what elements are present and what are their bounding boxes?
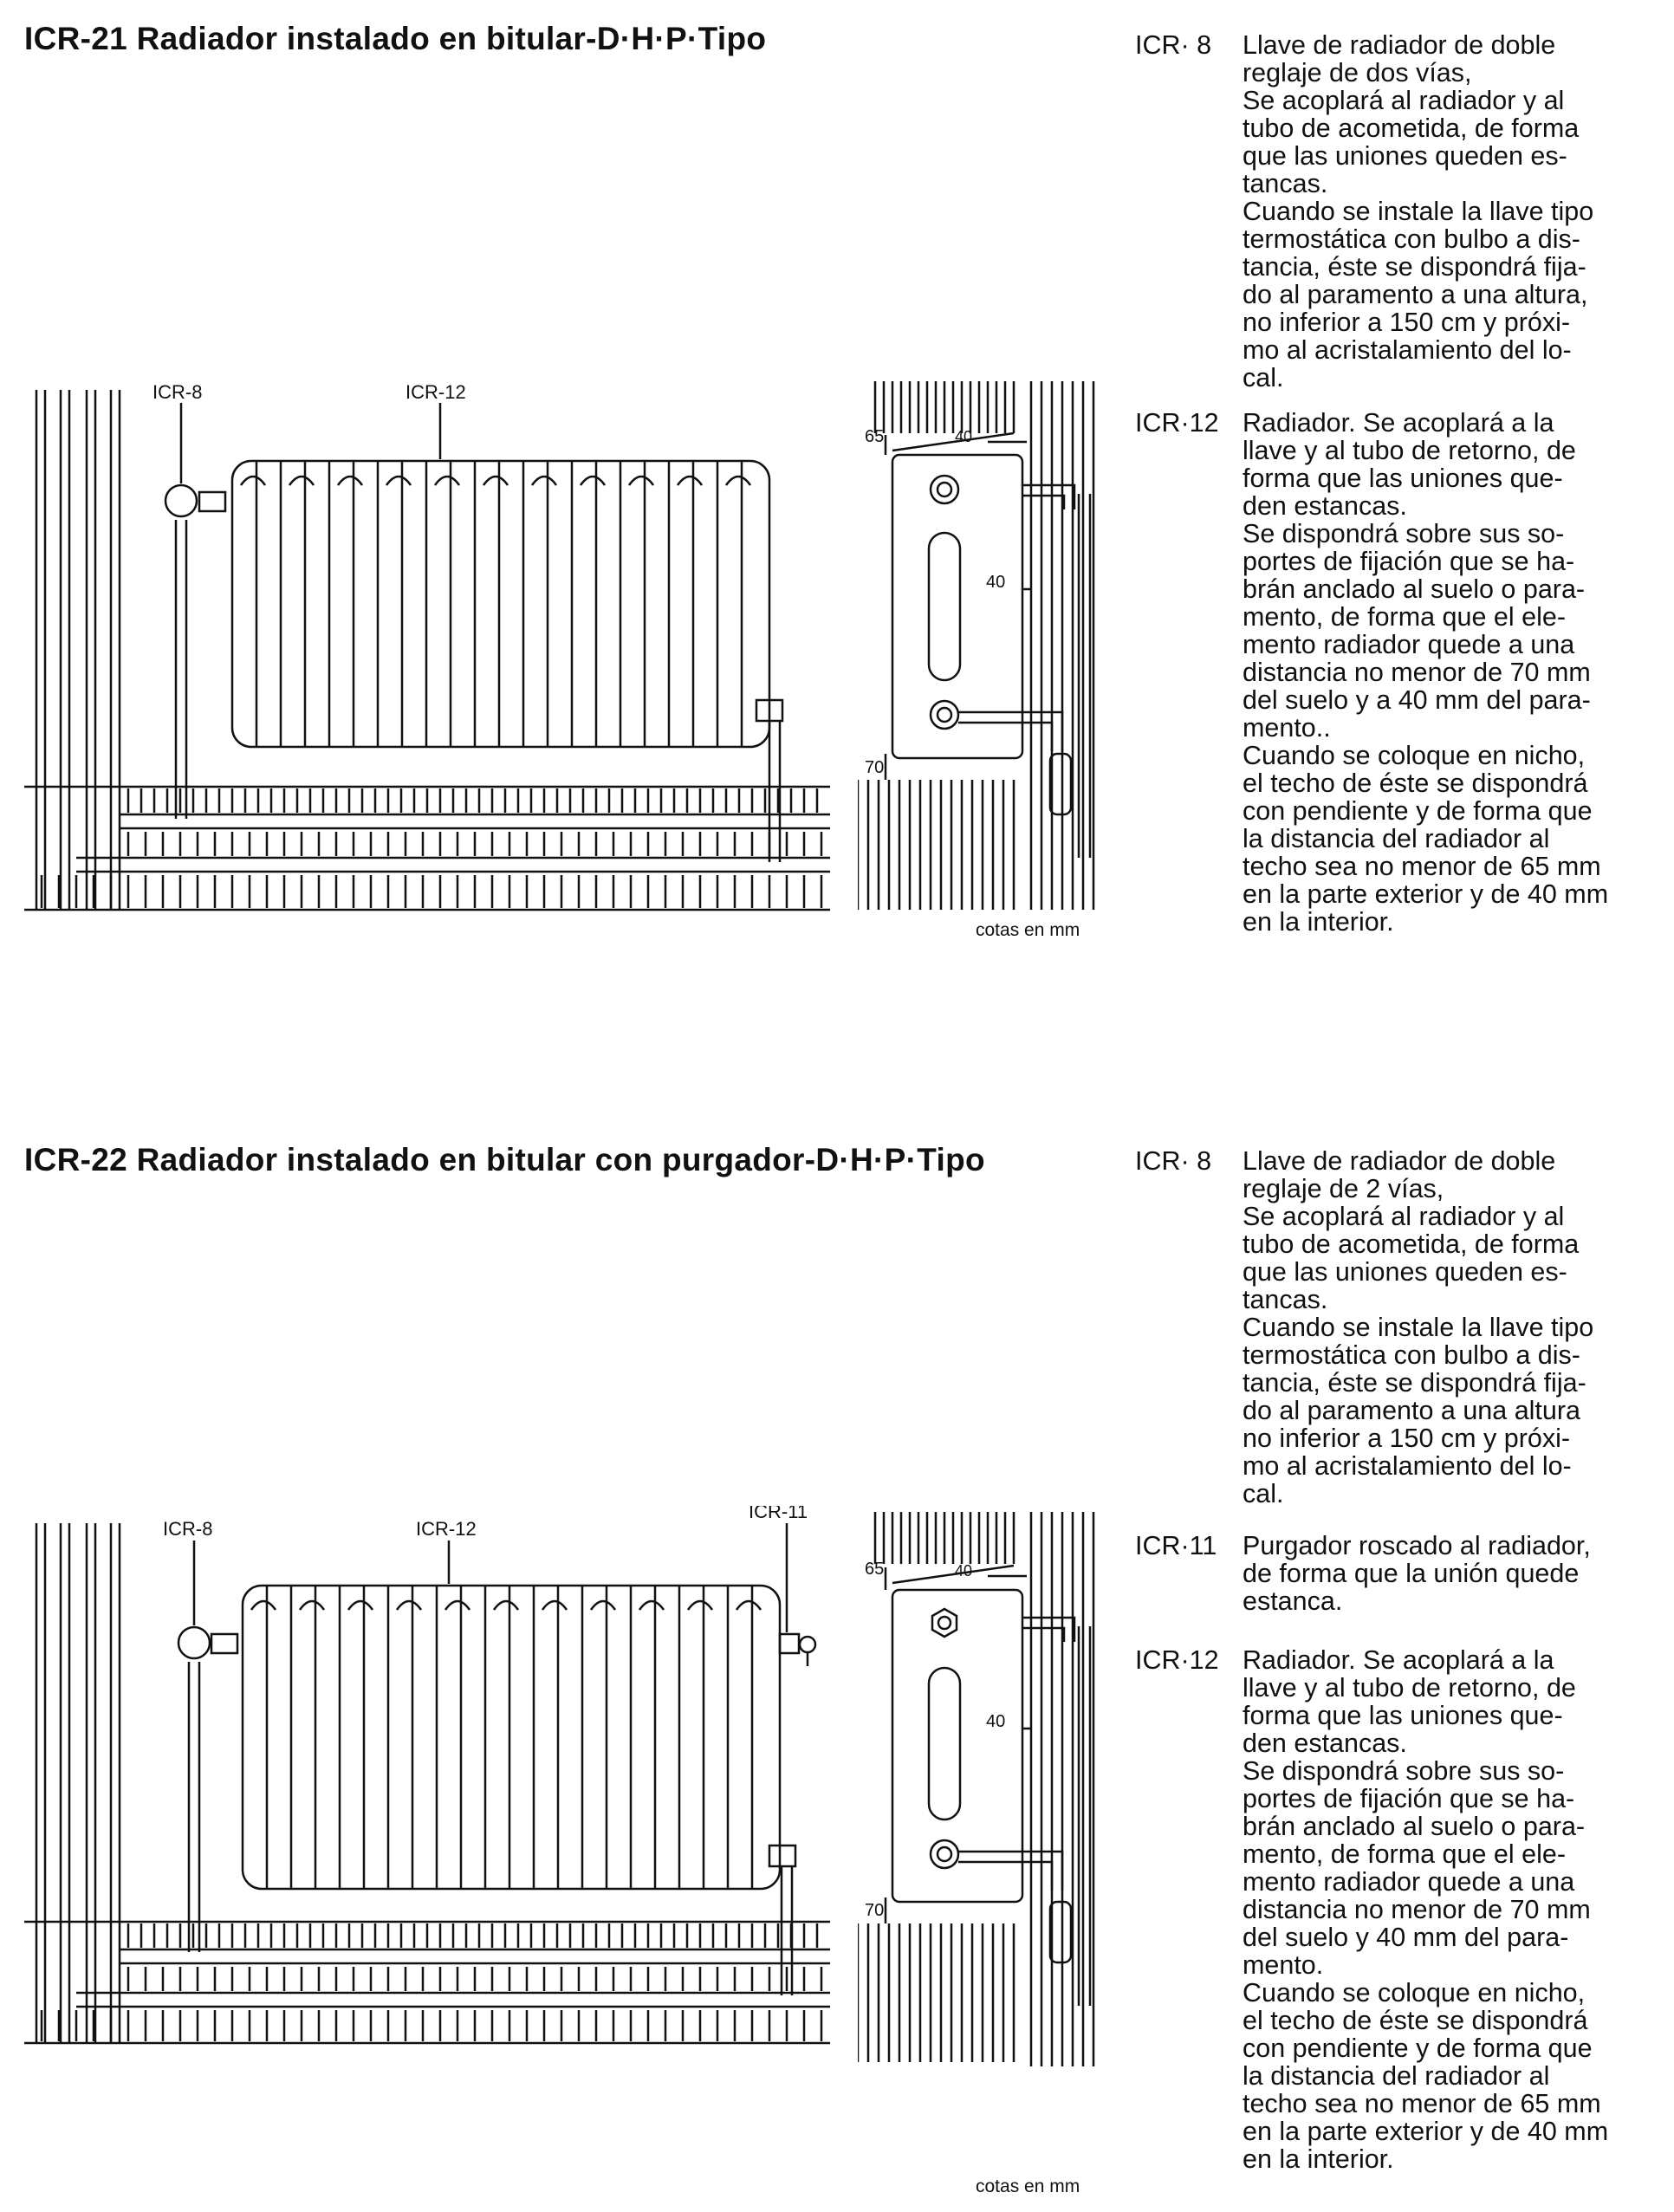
text-line: brán anclado al suelo o para- <box>1243 574 1586 605</box>
text-line: tancia, éste se dispondrá fija- <box>1243 1368 1586 1398</box>
text-line: Cuando se coloque en nicho, <box>1243 1978 1586 2008</box>
text-line: Llave de radiador de doble <box>1243 30 1556 60</box>
section-title-icr-21: ICR-21 Radiador instalado en bitular-D·H·P·Tipo <box>24 21 767 56</box>
text-line: portes de fijación que se ha- <box>1243 547 1575 577</box>
text-line: techo sea no menor de 65 mm <box>1243 2089 1601 2119</box>
text-line: tancas. <box>1243 1285 1328 1315</box>
label-icr-8: ICR-8 <box>163 1518 213 1540</box>
text-line: forma que las uniones que- <box>1243 464 1563 494</box>
dim-70: 70 <box>865 1901 885 1920</box>
entry-text <box>1243 409 1655 936</box>
dim-40-top: 40 <box>955 1562 973 1580</box>
dim-40-top: 40 <box>955 428 973 445</box>
dim-65: 65 <box>865 1560 885 1579</box>
text-line: reglaje de dos vías, <box>1243 58 1472 88</box>
entry-code: ICR·11 <box>1135 1531 1217 1560</box>
entry-code: ICR·12 <box>1135 408 1219 438</box>
dim-65: 65 <box>865 427 885 446</box>
text-line: mento, de forma que el ele- <box>1243 602 1566 632</box>
text-line: mento.. <box>1243 713 1331 743</box>
text-line: Se dispondrá sobre sus so- <box>1243 1756 1565 1787</box>
entry-code: ICR·12 <box>1135 1645 1219 1675</box>
entry-icr-8 <box>1135 31 1655 392</box>
text-line: del suelo y 40 mm del para- <box>1243 1923 1569 1953</box>
text-line: la distancia del radiador al <box>1243 2061 1550 2092</box>
text-line: con pendiente y de forma que <box>1243 2034 1593 2064</box>
text-line: del suelo y a 40 mm del para- <box>1243 685 1591 716</box>
text-line: en la interior. <box>1243 907 1394 937</box>
text-line: estanca. <box>1243 1586 1343 1617</box>
text-line: termostática con bulbo a dis- <box>1243 224 1580 255</box>
radiator-front-elevation-purgador <box>24 1506 839 2060</box>
text-line: no inferior a 150 cm y próxi- <box>1243 1424 1571 1454</box>
text-line: Cuando se coloque en nicho, <box>1243 741 1586 771</box>
text-line: techo sea no menor de 65 mm <box>1243 852 1601 882</box>
entry-icr-12 <box>1135 409 1655 936</box>
text-line: en la parte exterior y de 40 mm <box>1243 2117 1609 2147</box>
text-line: do al paramento a una altura, <box>1243 280 1588 310</box>
dim-70: 70 <box>865 758 885 777</box>
text-line: Se acoplará al radiador y al <box>1243 86 1565 116</box>
text-line: llave y al tubo de retorno, de <box>1243 436 1576 466</box>
entry-icr-11 <box>1135 1532 1655 1615</box>
entry-code: ICR· 8 <box>1135 30 1212 60</box>
text-line: termostática con bulbo a dis- <box>1243 1340 1580 1371</box>
text-line: reglaje de 2 vías, <box>1243 1174 1444 1204</box>
entry-icr-12 <box>1135 1646 1655 2173</box>
text-line: brán anclado al suelo o para- <box>1243 1812 1586 1842</box>
text-line: den estancas. <box>1243 1729 1407 1759</box>
text-line: portes de fijación que se ha- <box>1243 1784 1575 1814</box>
label-icr-8: ICR-8 <box>152 381 203 403</box>
text-line: mo al acristalamiento del lo- <box>1243 1451 1572 1482</box>
text-line: que las uniones queden es- <box>1243 1257 1567 1288</box>
section-title-icr-22: ICR-22 Radiador instalado en bitular con purgador-D·H·P·Tipo <box>24 1142 985 1177</box>
text-line: Llave de radiador de doble <box>1243 1146 1556 1176</box>
text-line: Purgador roscado al radiador, <box>1243 1531 1591 1560</box>
label-icr-12: ICR-12 <box>416 1518 477 1540</box>
radiator-side-section <box>858 373 1109 910</box>
text-line: con pendiente y de forma que <box>1243 796 1593 827</box>
text-line: mento, de forma que el ele- <box>1243 1839 1566 1870</box>
text-line: distancia no menor de 70 mm <box>1243 658 1591 688</box>
text-line: Cuando se instale la llave tipo <box>1243 197 1594 227</box>
caption-cotas: cotas en mm <box>976 2176 1080 2196</box>
text-line: Se dispondrá sobre sus so- <box>1243 519 1565 549</box>
text-line: tubo de acometida, de forma <box>1243 1229 1580 1260</box>
text-line: mento radiador quede a una <box>1243 1867 1575 1897</box>
text-line: no inferior a 150 cm y próxi- <box>1243 308 1571 338</box>
text-line: en la interior. <box>1243 2144 1394 2175</box>
text-line: tancia, éste se dispondrá fija- <box>1243 252 1586 282</box>
text-line: tancas. <box>1243 169 1328 199</box>
text-line: la distancia del radiador al <box>1243 824 1550 854</box>
entry-text <box>1243 1646 1655 2173</box>
text-line: cal. <box>1243 363 1284 393</box>
text-line: en la parte exterior y de 40 mm <box>1243 879 1609 910</box>
label-icr-11: ICR-11 <box>749 1506 808 1522</box>
entry-text <box>1243 31 1655 392</box>
text-line: Cuando se instale la llave tipo <box>1243 1313 1594 1343</box>
radiator-front-elevation <box>24 373 839 927</box>
text-line: cal. <box>1243 1479 1284 1509</box>
text-line: forma que las uniones que- <box>1243 1701 1563 1731</box>
entry-text <box>1243 1532 1655 1615</box>
text-line: llave y al tubo de retorno, de <box>1243 1673 1576 1703</box>
entry-text <box>1243 1147 1655 1508</box>
caption-cotas: cotas en mm <box>976 920 1080 940</box>
entry-code: ICR· 8 <box>1135 1146 1212 1176</box>
dim-40-wall: 40 <box>986 1712 1006 1731</box>
entry-icr-8 <box>1135 1147 1655 1508</box>
text-line: do al paramento a una altura <box>1243 1396 1580 1426</box>
radiator-side-section-purgador <box>858 1503 1109 2066</box>
text-line: que las uniones queden es- <box>1243 141 1567 172</box>
text-line: Se acoplará al radiador y al <box>1243 1202 1565 1232</box>
dim-40-wall: 40 <box>986 573 1006 592</box>
label-icr-12: ICR-12 <box>406 381 466 403</box>
text-line: el techo de éste se dispondrá <box>1243 2006 1588 2036</box>
text-line: tubo de acometida, de forma <box>1243 114 1580 144</box>
text-line: Radiador. Se acoplará a la <box>1243 408 1554 438</box>
text-line: mento radiador quede a una <box>1243 630 1575 660</box>
text-line: mento. <box>1243 1950 1324 1981</box>
text-line: mo al acristalamiento del lo- <box>1243 335 1572 366</box>
text-line: de forma que la unión quede <box>1243 1559 1580 1589</box>
text-line: el techo de éste se dispondrá <box>1243 769 1588 799</box>
text-line: distancia no menor de 70 mm <box>1243 1895 1591 1925</box>
text-line: den estancas. <box>1243 491 1407 522</box>
text-line: Radiador. Se acoplará a la <box>1243 1645 1554 1675</box>
